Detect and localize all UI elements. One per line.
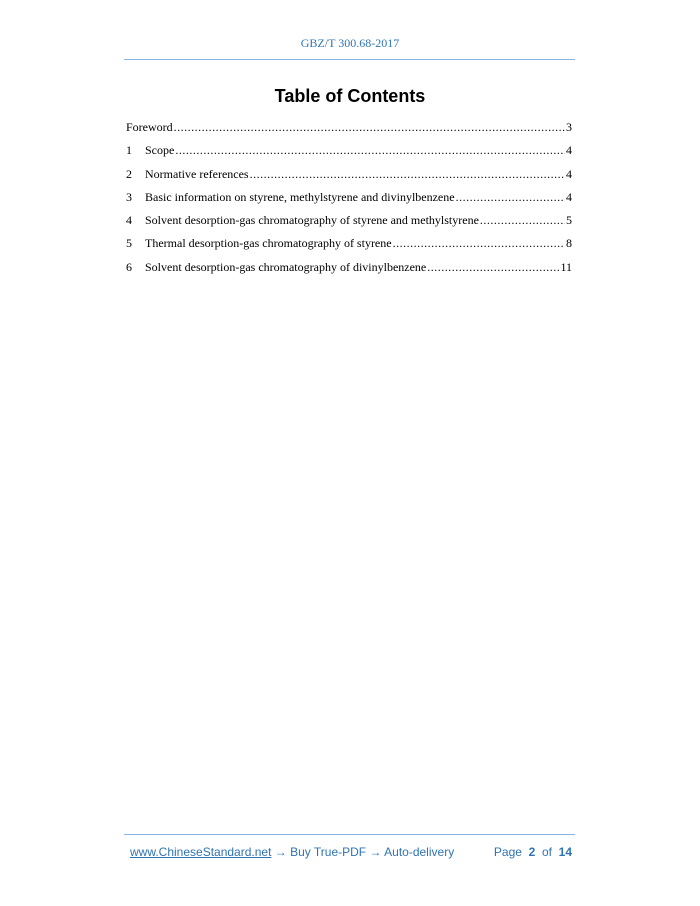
toc-entry-text: Solvent desorption-gas chromatography of styrene and methylstyrene — [145, 213, 479, 228]
toc-section-number: 1 — [126, 143, 132, 158]
auto-delivery-text: Auto-delivery — [384, 845, 455, 859]
toc-page-number: 5 — [566, 213, 572, 228]
table-of-contents — [126, 120, 572, 283]
toc-dot-leader — [427, 260, 559, 275]
arrow-right-icon: → — [369, 845, 382, 859]
toc-entry-text: Normative references — [145, 166, 249, 181]
toc-entry-text: Thermal desorption-gas chromatography of styrene — [145, 236, 392, 251]
footer-promo — [130, 845, 454, 859]
toc-dot-leader — [393, 236, 565, 251]
toc-dot-leader — [250, 167, 565, 182]
toc-entry-basic-information[interactable] — [126, 190, 572, 213]
toc-page-number: 4 — [566, 143, 572, 158]
page-label: Page — [493, 845, 522, 859]
toc-entry-scope[interactable] — [126, 143, 572, 166]
toc-page-number: 4 — [566, 189, 572, 204]
toc-page-number: 4 — [566, 166, 572, 181]
toc-entry-thermal-desorption-styrene[interactable] — [126, 236, 572, 259]
document-id-header: GBZ/T 300.68-2017 — [300, 36, 400, 50]
of-label: of — [541, 845, 552, 859]
toc-section-number: 2 — [126, 166, 132, 181]
toc-dot-leader — [175, 143, 565, 158]
current-page-number: 2 — [528, 845, 536, 859]
toc-entry-text: Foreword — [126, 120, 173, 134]
toc-entry-text: Solvent desorption-gas chromatography of divinylbenzene — [145, 259, 427, 274]
total-pages-number: 14 — [558, 845, 572, 859]
header-divider — [124, 59, 575, 60]
toc-entry-normative-references[interactable] — [126, 167, 572, 190]
toc-page-number: 11 — [560, 259, 572, 274]
toc-entry-solvent-desorption-divinylbenzene[interactable] — [126, 260, 572, 283]
page-indicator — [494, 845, 572, 859]
toc-page-number: 8 — [566, 236, 572, 251]
toc-entry-text: Basic information on styrene, methylstyrene and divinylbenzene — [145, 189, 455, 204]
toc-section-number: 3 — [126, 189, 132, 204]
toc-dot-leader — [456, 190, 565, 205]
toc-entry-solvent-desorption-styrene[interactable] — [126, 213, 572, 236]
toc-entry-foreword[interactable] — [126, 120, 572, 143]
toc-section-number: 4 — [126, 213, 132, 228]
arrow-right-icon: → — [274, 845, 287, 859]
toc-section-number: 6 — [126, 259, 132, 274]
website-link[interactable]: www.ChineseStandard.net — [130, 845, 272, 859]
toc-page-number: 3 — [566, 120, 572, 134]
toc-dot-leader — [480, 213, 565, 228]
footer-divider — [124, 834, 575, 835]
toc-entry-text: Scope — [145, 143, 175, 158]
toc-dot-leader — [174, 120, 565, 135]
buy-true-pdf-text: Buy True-PDF — [290, 845, 367, 859]
page-title: Table of Contents — [274, 86, 426, 106]
toc-section-number: 5 — [126, 236, 132, 251]
